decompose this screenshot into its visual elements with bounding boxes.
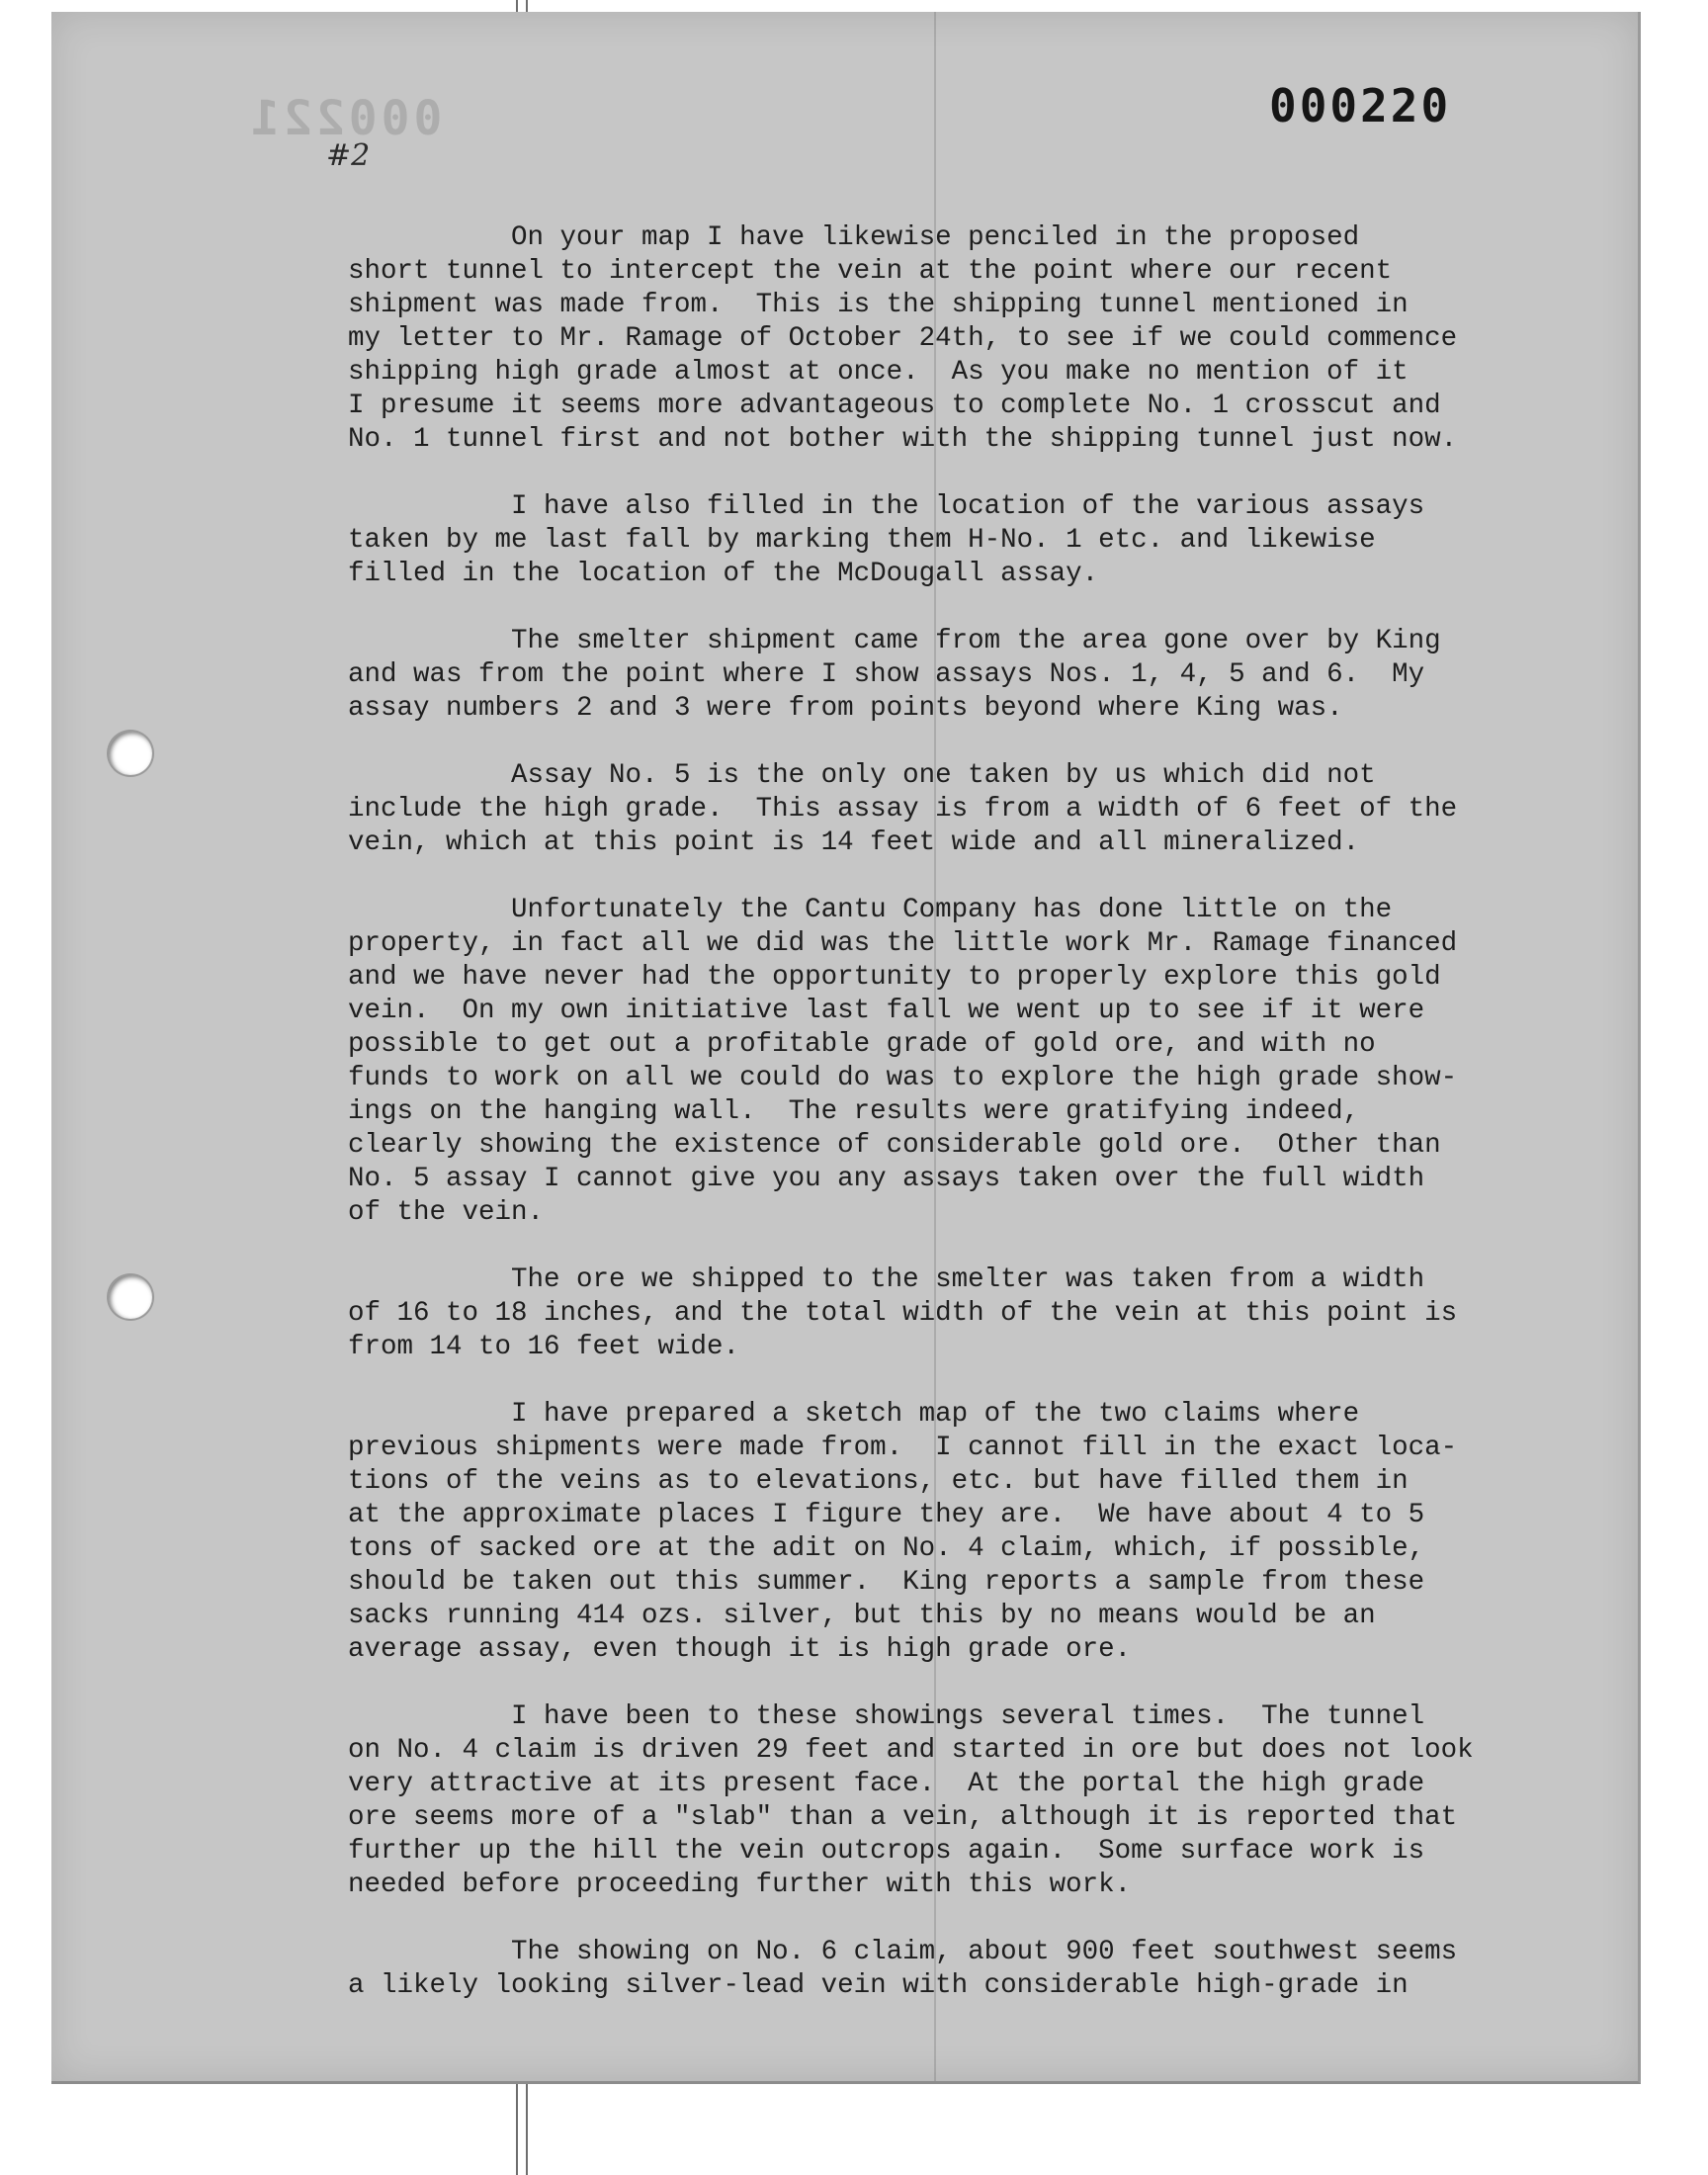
page-label: #2 — [326, 138, 371, 173]
punch-hole-lower — [109, 1275, 152, 1319]
binding-mark-bottom-left — [516, 2080, 518, 2175]
paragraph: I have prepared a sketch map of the two claims where previous shipments were made from. I cannot fill in the exact loca- tions of the veins as to elevations, etc. but have filled them in at the approximate places I figure they are. We have about 4 to 5 tons of sacked ore at the adit on No. 4 claim, which, if possible, should be taken out this summer. King reports a sample from these sacks running 414 ozs. silver, but this by no means would be an average assay, even though it is high grade ore. — [348, 1399, 1458, 1665]
paragraph: I have been to these showings several times. The tunnel on No. 4 claim is driven 29 feet and started in ore but does not look very attractive at its present face. At the portal the high grade ore seems more of a "slab" than a vein, although it is reported that further up the hill the vein outcrops again. Some surface work is needed before proceeding further with this work. — [348, 1701, 1474, 1900]
paragraph: I have also filled in the location of the various assays taken by me last fall by marking them H-No. 1 etc. and likewise filled in the location of the McDougall assay. — [348, 491, 1425, 589]
paragraph: Assay No. 5 is the only one taken by us which did not include the high grade. This assay is from a width of 6 feet of the vein, which at this point is 14 feet wide and all mineralized. — [348, 760, 1458, 858]
paragraph: The ore we shipped to the smelter was taken from a width of 16 to 18 inches, and the total width of the vein at this point is from 14 to 16 feet wide. — [348, 1264, 1458, 1362]
paragraph: The smelter shipment came from the area gone over by King and was from the point where I show assays Nos. 1, 4, 5 and 6. My assay numbers 2 and 3 were from points beyond where King was. — [348, 626, 1441, 724]
binding-mark-bottom-right — [526, 2080, 528, 2175]
letter-body — [348, 221, 1554, 2037]
punch-hole-upper — [109, 732, 152, 775]
paragraph: The showing on No. 6 claim, about 900 feet southwest seems a likely looking silver-lead vein with considerable high-grade in — [348, 1937, 1458, 2001]
document-number-stamp: 000220 — [1269, 79, 1452, 132]
bleed-through-number: 000221 — [247, 91, 443, 146]
document-page — [51, 12, 1641, 2084]
paragraph: On your map I have likewise penciled in the proposed short tunnel to intercept the vein at the point where our recent shipment was made from. This is the shipping tunnel mentioned in my letter to Mr. Ramage of October 24th, to see if we could commence shipping high grade almost at once. As you make no mention of it I presume it seems more advantageous to complete No. 1 crosscut and No. 1 tunnel first and not bother with the shipping tunnel just now. — [348, 222, 1458, 455]
paragraph: Unfortunately the Cantu Company has done little on the property, in fact all we did was the little work Mr. Ramage financed and we have never had the opportunity to properly explore this gold vein. On my own initiative last fall we went up to see if it were possible to get out a profitable grade of gold ore, and with no funds to work on all we could do was to explore the high grade show- ings on the hanging wall. The results were gratifying indeed, clearly showing the existence of considerable gold ore. Other than No. 5 assay I cannot give you any assays taken over the full width of the vein. — [348, 895, 1458, 1228]
